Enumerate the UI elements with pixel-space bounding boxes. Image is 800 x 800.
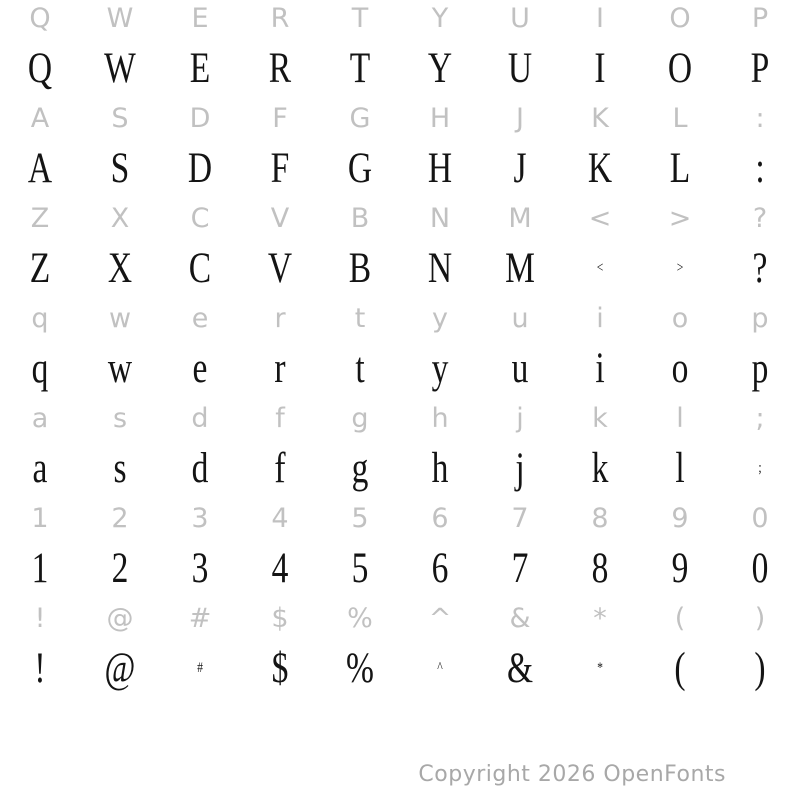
preview-glyph: S [110, 144, 130, 192]
preview-glyph: q [31, 344, 49, 392]
specimen-row-preview [0, 343, 800, 393]
preview-glyph: f [274, 444, 286, 492]
preview-glyph: V [267, 244, 293, 292]
reference-glyph: X [110, 202, 130, 234]
reference-glyph: 4 [271, 502, 289, 534]
specimen-row-reference [0, 293, 800, 343]
reference-glyph: E [191, 2, 209, 34]
reference-glyph: U [510, 2, 530, 34]
reference-glyph: f [275, 402, 285, 434]
reference-glyph: > [668, 202, 692, 234]
reference-glyph: i [596, 302, 604, 334]
reference-glyph: 3 [191, 502, 209, 534]
specimen-row-reference [0, 93, 800, 143]
preview-glyph: I [594, 44, 606, 92]
reference-glyph: & [509, 602, 531, 634]
reference-glyph: R [270, 2, 290, 34]
preview-glyph: ? [752, 244, 768, 292]
reference-glyph: g [351, 402, 369, 434]
preview-glyph: D [187, 144, 213, 192]
preview-glyph: p [751, 344, 769, 392]
specimen-row-preview [0, 143, 800, 193]
reference-glyph: H [429, 102, 451, 134]
reference-glyph: ( [674, 602, 686, 634]
reference-glyph: W [106, 2, 134, 34]
preview-glyph: J [513, 144, 527, 192]
preview-glyph: ^ [437, 659, 443, 676]
preview-glyph: F [270, 144, 290, 192]
reference-glyph: Z [30, 202, 50, 234]
reference-glyph: 9 [671, 502, 689, 534]
reference-glyph: d [191, 402, 209, 434]
preview-glyph: a [32, 444, 48, 492]
reference-glyph: 2 [111, 502, 129, 534]
preview-glyph: 3 [191, 544, 209, 592]
preview-glyph: e [192, 344, 208, 392]
preview-glyph: < [596, 259, 604, 276]
reference-glyph: Q [29, 2, 51, 34]
specimen-row-reference [0, 393, 800, 443]
reference-glyph: M [508, 202, 532, 234]
preview-glyph: Y [427, 44, 453, 92]
preview-glyph: y [431, 344, 449, 392]
reference-glyph: V [270, 202, 290, 234]
preview-glyph: * [597, 659, 603, 676]
preview-glyph: Z [29, 244, 51, 292]
reference-glyph: A [30, 102, 50, 134]
preview-glyph: 5 [351, 544, 369, 592]
specimen-row-preview [0, 443, 800, 493]
preview-glyph: E [189, 44, 211, 92]
preview-glyph: A [27, 144, 53, 192]
reference-glyph: % [347, 602, 373, 634]
preview-glyph: ) [754, 644, 766, 692]
reference-glyph: ; [755, 402, 765, 434]
preview-glyph: t [355, 344, 365, 392]
preview-glyph: ; [758, 459, 762, 476]
reference-glyph: s [112, 402, 128, 434]
reference-glyph: F [272, 102, 288, 134]
preview-glyph: N [427, 244, 453, 292]
reference-glyph: l [676, 402, 684, 434]
preview-glyph: g [351, 444, 369, 492]
preview-glyph: X [107, 244, 133, 292]
reference-glyph: 7 [511, 502, 529, 534]
preview-glyph: M [505, 244, 535, 292]
preview-glyph: 4 [271, 544, 289, 592]
preview-glyph: O [667, 44, 693, 92]
reference-glyph: w [108, 302, 132, 334]
specimen-row-preview [0, 643, 800, 693]
reference-glyph: : [755, 102, 765, 134]
preview-glyph: # [197, 659, 203, 676]
preview-glyph: 7 [511, 544, 529, 592]
reference-glyph: @ [106, 602, 134, 634]
preview-glyph: h [431, 444, 449, 492]
reference-glyph: O [669, 2, 691, 34]
preview-glyph: K [587, 144, 613, 192]
reference-glyph: Y [431, 2, 449, 34]
reference-glyph: 0 [751, 502, 769, 534]
reference-glyph: K [591, 102, 609, 134]
preview-glyph: 1 [31, 544, 49, 592]
preview-glyph: @ [104, 644, 136, 692]
reference-glyph: p [751, 302, 769, 334]
reference-glyph: * [593, 602, 607, 634]
reference-glyph: 5 [351, 502, 369, 534]
copyright-text: Copyright 2026 OpenFonts [418, 762, 726, 787]
reference-glyph: T [351, 2, 369, 34]
reference-glyph: y [432, 302, 448, 334]
preview-glyph: s [113, 444, 127, 492]
reference-glyph: ^ [428, 602, 452, 634]
reference-glyph: u [511, 302, 529, 334]
preview-glyph: 6 [431, 544, 449, 592]
reference-glyph: r [274, 302, 286, 334]
preview-glyph: $ [271, 644, 289, 692]
preview-glyph: L [669, 144, 691, 192]
specimen-row-preview [0, 543, 800, 593]
preview-glyph: : [755, 144, 765, 192]
reference-glyph: P [751, 2, 769, 34]
reference-glyph: 8 [591, 502, 609, 534]
specimen-row-reference [0, 593, 800, 643]
reference-glyph: N [429, 202, 451, 234]
preview-glyph: R [268, 44, 292, 92]
preview-glyph: 8 [591, 544, 609, 592]
preview-glyph: % [346, 644, 374, 692]
preview-glyph: B [348, 244, 372, 292]
preview-glyph: G [347, 144, 373, 192]
reference-glyph: B [350, 202, 370, 234]
reference-glyph: < [588, 202, 612, 234]
reference-glyph: q [31, 302, 49, 334]
specimen-row-reference [0, 493, 800, 543]
preview-glyph: 9 [671, 544, 689, 592]
preview-glyph: W [104, 44, 136, 92]
reference-glyph: j [516, 402, 524, 434]
reference-glyph: a [31, 402, 49, 434]
specimen-row-preview [0, 43, 800, 93]
preview-glyph: d [191, 444, 209, 492]
reference-glyph: e [191, 302, 209, 334]
preview-glyph: i [595, 344, 605, 392]
preview-glyph: k [591, 444, 609, 492]
reference-glyph: L [672, 102, 688, 134]
preview-glyph: C [188, 244, 212, 292]
reference-glyph: 1 [31, 502, 49, 534]
reference-glyph: ? [752, 202, 768, 234]
reference-glyph: o [671, 302, 689, 334]
preview-glyph: 0 [751, 544, 769, 592]
preview-glyph: T [349, 44, 371, 92]
preview-glyph: ( [674, 644, 686, 692]
preview-glyph: P [750, 44, 770, 92]
reference-glyph: ) [754, 602, 766, 634]
preview-glyph: l [675, 444, 685, 492]
reference-glyph: # [188, 602, 212, 634]
reference-glyph: 6 [431, 502, 449, 534]
reference-glyph: h [431, 402, 449, 434]
preview-glyph: w [107, 344, 133, 392]
reference-glyph: S [111, 102, 129, 134]
reference-glyph: J [516, 102, 524, 134]
preview-glyph: & [506, 644, 534, 692]
preview-glyph: H [427, 144, 453, 192]
preview-glyph: j [515, 444, 525, 492]
reference-glyph: I [596, 2, 604, 34]
specimen-row-reference [0, 193, 800, 243]
preview-glyph: U [507, 44, 533, 92]
reference-glyph: t [354, 302, 366, 334]
preview-glyph: r [274, 344, 286, 392]
reference-glyph: ! [34, 602, 46, 634]
reference-glyph: $ [271, 602, 289, 634]
specimen-row-preview [0, 243, 800, 293]
preview-glyph: Q [27, 44, 53, 92]
preview-glyph: u [511, 344, 529, 392]
reference-glyph: C [190, 202, 210, 234]
reference-glyph: D [189, 102, 211, 134]
reference-glyph: k [592, 402, 608, 434]
reference-glyph: G [349, 102, 371, 134]
preview-glyph: ! [34, 644, 46, 692]
preview-glyph: o [671, 344, 689, 392]
specimen-row-reference [0, 0, 800, 43]
preview-glyph: 2 [111, 544, 129, 592]
preview-glyph: > [676, 259, 684, 276]
